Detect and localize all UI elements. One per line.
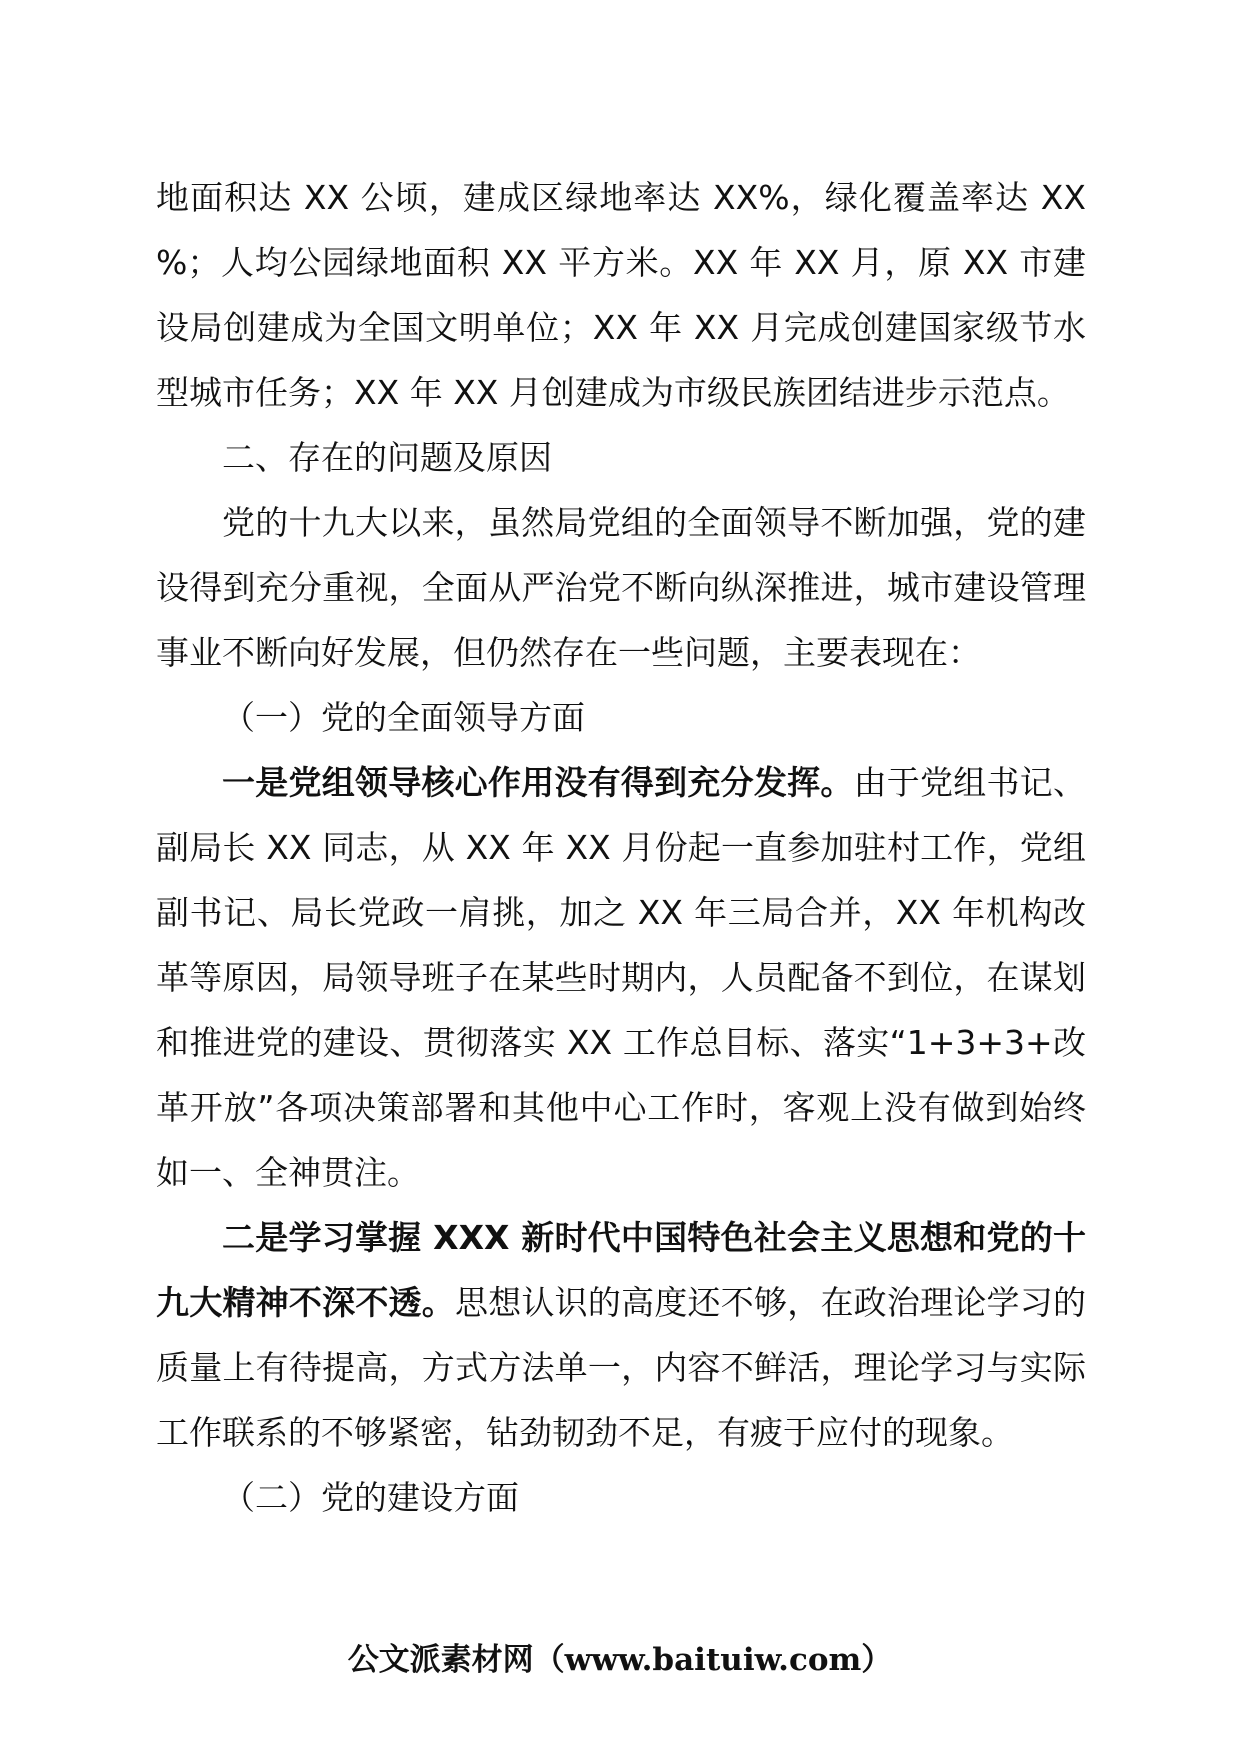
point-one-lead: 一是党组领导核心作用没有得到充分发挥。 (222, 763, 854, 802)
paragraph-point-one (156, 750, 1086, 1205)
paragraph-point-two (156, 1205, 1086, 1465)
section-heading-problems: 二、存在的问题及原因 (222, 438, 552, 477)
paragraph-green-space: 地面积达 XX 公顷，建成区绿地率达 XX%，绿化覆盖率达 XX %；人均公园绿地面积 XX 平方米。XX 年 XX 月，原 XX 市建设局创建成为全国文明单位；XX 年 XX 月完成创建国家级节水型城市任务；XX 年 XX 月创建成为市级民族团结进步示范点。 (156, 178, 1086, 412)
point-two-lead: 二是学习掌握 XXX 新时代中国特色社会主义思想和党的十九大精神不深不透。 (156, 1218, 1086, 1322)
footer-watermark: 公文派素材网（www.baituiw.com） (347, 1642, 893, 1678)
subsection-heading-party-building: （二）党的建设方面 (222, 1478, 519, 1517)
paragraph-problems-intro: 党的十九大以来，虽然局党组的全面领导不断加强，党的建设得到充分重视，全面从严治党不断向纵深推进，城市建设管理事业不断向好发展，但仍然存在一些问题，主要表现在： (156, 503, 1086, 672)
point-two-text: 思想认识的高度还不够，在政治理论学习的质量上有待提高，方式方法单一，内容不鲜活，理论学习与实际工作联系的不够紧密，钻劲韧劲不足，有疲于应付的现象。 (156, 1283, 1087, 1452)
point-one-text: 由于党组书记、副局长 XX 同志，从 XX 年 XX 月份起一直参加驻村工作，党组副书记、局长党政一肩挑，加之 XX 年三局合并，XX 年机构改革等原因，局领导班子在某些时期内，人员配备不到位，在谋划和推进党的建设、贯彻落实 XX 工作总目标、落实“1+3+3+改革开放”各项决策部署和其他中心工作时，客观上没有做到始终如一、全神贯注。 (156, 763, 1087, 1192)
subsection-heading-leadership: （一）党的全面领导方面 (222, 698, 585, 737)
document-body (156, 165, 1086, 1530)
